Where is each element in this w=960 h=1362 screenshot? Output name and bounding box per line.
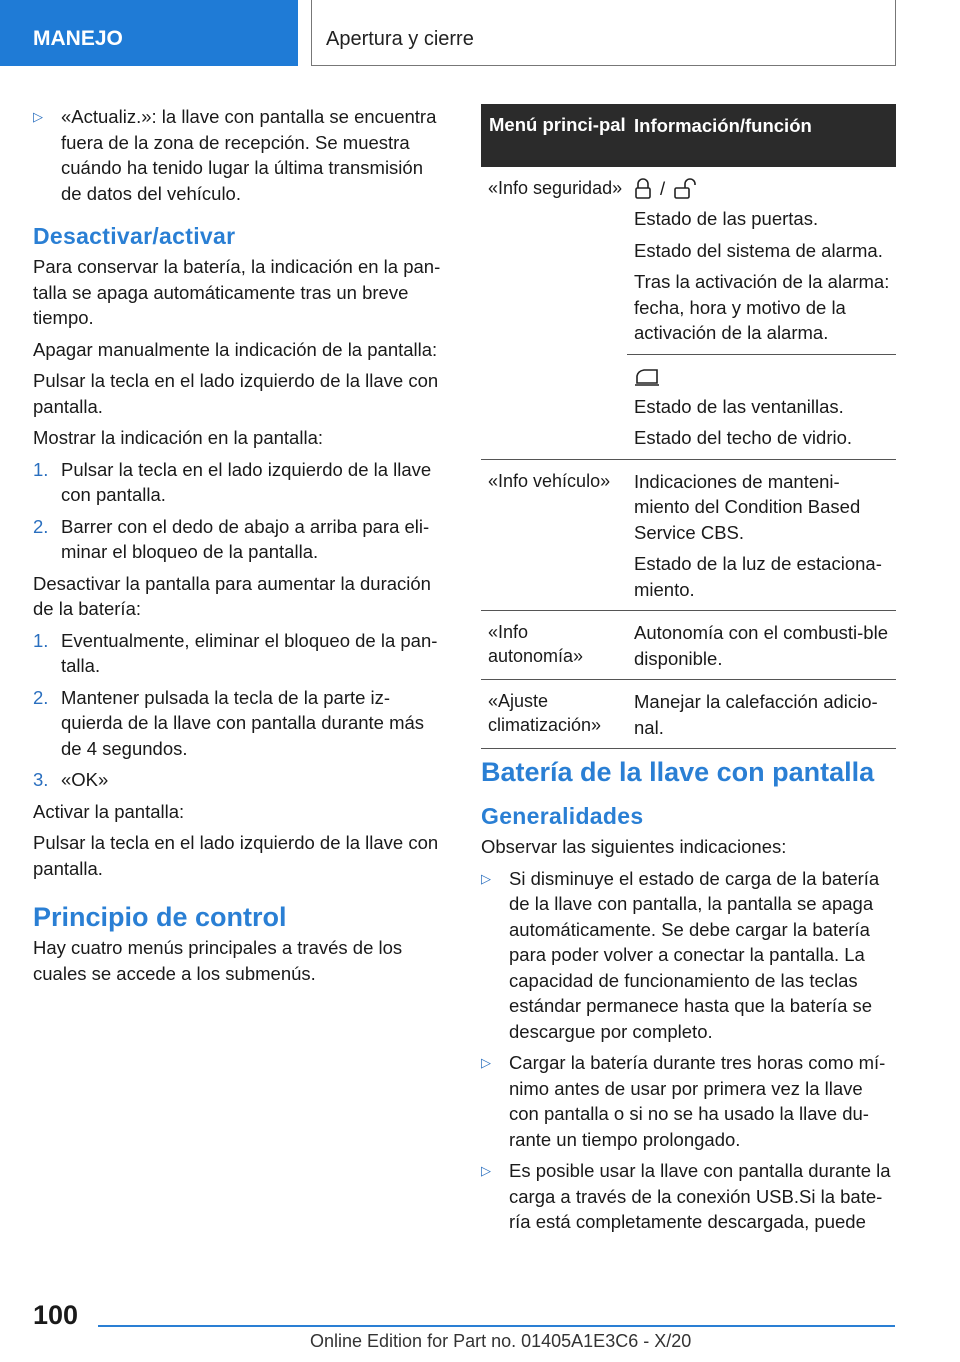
step-text: Barrer con el dedo de abajo a arriba para eli‐minar el bloqueo de la pantalla. (61, 515, 430, 562)
section-tab: MANEJO (0, 0, 298, 66)
numbered-step (33, 628, 447, 679)
cell-info (627, 460, 896, 611)
numbered-step (33, 457, 447, 508)
sub-cell (627, 167, 896, 354)
info-line: Estado de la luz de estaciona‐miento. (634, 553, 882, 600)
paragraph: Mostrar la indicación en la pantalla: (33, 427, 323, 448)
list-item: ▷ Cargar la batería durante tres horas como mí‐nimo antes de usar por primera vez la llave con pantalla o si no se ha usado la llave du‐rante un tiempo prolongado. (481, 1052, 886, 1150)
edition-note: Online Edition for Part no. 01405A1E3C6 - X/20 (310, 1331, 692, 1351)
table-row (481, 680, 896, 749)
numbered-step (33, 514, 447, 565)
right-column (481, 756, 896, 1241)
info-line: Estado del sistema de alarma. (634, 239, 883, 261)
bullet-triangle-icon: ▷ (481, 1163, 491, 1178)
cell-menu: «Info vehículo» (488, 470, 611, 491)
table-row (481, 460, 896, 612)
cell-menu: «Ajuste climatización» (488, 691, 602, 735)
chapter-title: Apertura y cierre (311, 0, 896, 66)
table-row (481, 611, 896, 680)
step-text: «OK» (61, 769, 109, 790)
cell-info (627, 680, 896, 748)
bullet-triangle-icon: ▷ (481, 1055, 491, 1070)
step-number: 2. (33, 515, 49, 537)
info-line: Estado de las ventanillas. (634, 395, 844, 417)
paragraph: Desactivar la pantalla para aumentar la duración de la batería: (33, 572, 431, 619)
heading-generalidades: Generalidades (481, 803, 644, 829)
step-number: 3. (33, 769, 49, 790)
sub-cell (627, 354, 896, 459)
icon-row (634, 176, 890, 202)
window-icon (634, 367, 660, 387)
info-line: Estado del techo de vidrio. (634, 427, 853, 448)
heading-principio: Principio de control (33, 902, 287, 932)
paragraph: Pulsar la tecla en el lado izquierdo de la llave con pantalla. (33, 832, 439, 879)
info-line: Tras la activación de la alarma: fecha, hora y motivo de la activación de la alarma. (634, 271, 890, 343)
list-item: ▷ «Actualiz.»: la llave con pantalla se encuentra fuera de la zona de recepción. Se muestra cuándo ha tenido lugar la última transmisión de datos del vehículo. (33, 106, 437, 204)
step-text: Eventualmente, eliminar el bloqueo de la pan‐talla. (61, 629, 438, 676)
header-cell-info: Información/función (634, 115, 812, 136)
sub-cell (627, 460, 896, 611)
header-cell-menu: Menú princi‐pal (489, 114, 626, 135)
paragraph: Pulsar la tecla en el lado izquierdo de la llave con pantalla. (33, 370, 439, 417)
step-number: 1. (33, 458, 49, 480)
paragraph: Observar las siguientes indicaciones: (481, 836, 787, 857)
bullet-triangle-icon: ▷ (33, 109, 43, 124)
info-line: Manejar la calefacción adicio‐nal. (634, 691, 878, 738)
info-line: Autonomía con el combusti‐ble disponible. (634, 622, 888, 669)
step-number: 1. (33, 629, 49, 651)
cell-menu: «Info seguridad» (488, 178, 623, 198)
left-column (33, 104, 447, 992)
bullet-triangle-icon: ▷ (481, 870, 491, 886)
heading-desactivar: Desactivar/activar (33, 223, 236, 249)
cell-menu: «Info autonomía» (488, 622, 584, 666)
step-text: Pulsar la tecla en el lado izquierdo de la llave con pantalla. (61, 458, 432, 505)
lock-open-icon (673, 178, 699, 200)
paragraph: Apagar manualmente la indicación de la pantalla: (33, 338, 438, 360)
step-text: Mantener pulsada la tecla de la parte iz‐quierda de la llave con pantalla durante más de 4 segundos. (61, 686, 425, 759)
list-item: ▷ Es posible usar la llave con pantalla durante la carga a través de la conexión USB.Si la bate‐ría está completamente descargada, puede (481, 1160, 891, 1232)
page-number: 100 (33, 1300, 79, 1330)
numbered-step (33, 685, 447, 762)
table-row (481, 167, 896, 460)
footer-divider (98, 1325, 895, 1327)
sub-cell (627, 611, 896, 679)
lock-closed-icon (634, 178, 652, 200)
sub-cell (627, 680, 896, 748)
paragraph: Activar la pantalla: (33, 800, 185, 822)
cell-info (627, 611, 896, 679)
list-item: ▷ Si disminuye el estado de carga de la batería de la llave con pantalla, la pantalla se apaga automáticamente. Se debe cargar la batería para poder volver a conectar la pantalla. La capacidad de funcionamiento de las teclas estándar permanece hasta que la batería se descargue por completo. (481, 867, 880, 1042)
info-line: Indicaciones de manteni‐miento del Condition Based Service CBS. (634, 470, 861, 543)
paragraph: Para conservar la batería, la indicación en la pan‐talla se apaga automáticamente tras un breve tiempo. (33, 256, 441, 328)
menu-table (481, 104, 896, 749)
numbered-step (33, 767, 447, 793)
paragraph: Hay cuatro menús principales a través de los cuales se accede a los submenús. (33, 937, 403, 984)
separator: / (660, 178, 666, 200)
heading-bateria: Batería de la llave con pantalla (481, 757, 875, 787)
table-header (481, 104, 896, 167)
icon-row (634, 364, 890, 390)
cell-info (627, 167, 896, 459)
step-number: 2. (33, 686, 49, 708)
info-line: Estado de las puertas. (634, 208, 819, 229)
